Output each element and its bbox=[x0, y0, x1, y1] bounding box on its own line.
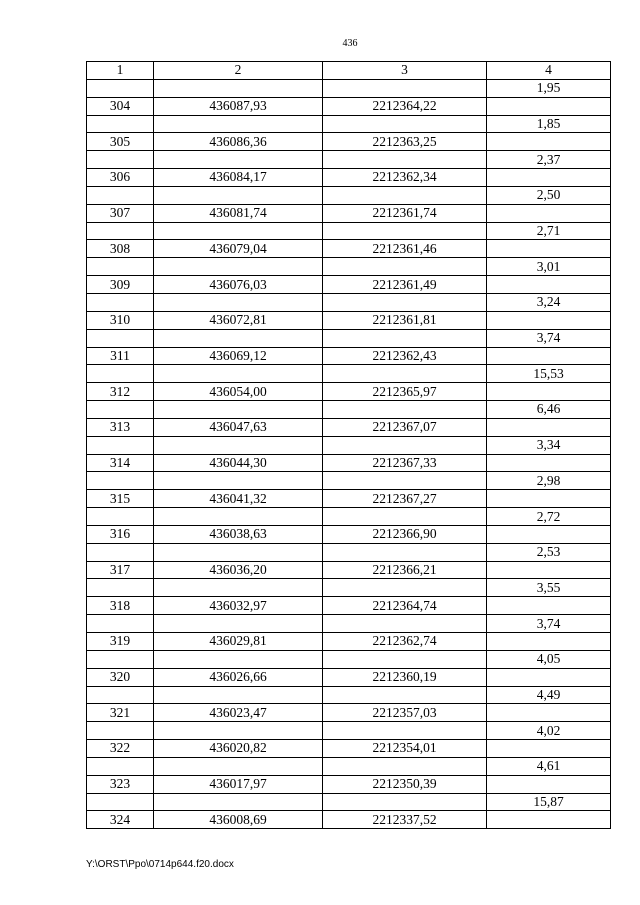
point-cell: 324 bbox=[87, 811, 154, 829]
point-cell: 319 bbox=[87, 633, 154, 651]
point-cell: 306 bbox=[87, 169, 154, 187]
table-row bbox=[87, 222, 611, 240]
point-cell: 313 bbox=[87, 418, 154, 436]
x-cell: 436069,12 bbox=[154, 347, 323, 365]
table-row bbox=[87, 579, 611, 597]
distance-cell bbox=[487, 704, 611, 722]
y-cell: 2212367,27 bbox=[323, 490, 487, 508]
table-row bbox=[87, 615, 611, 633]
distance-cell: 6,46 bbox=[487, 401, 611, 419]
distance-cell: 2,98 bbox=[487, 472, 611, 490]
x-cell bbox=[154, 79, 323, 97]
y-cell: 2212361,46 bbox=[323, 240, 487, 258]
x-cell: 436081,74 bbox=[154, 204, 323, 222]
y-cell bbox=[323, 472, 487, 490]
table-row bbox=[87, 97, 611, 115]
footer-file-path: Y:\ORST\Ppo\0714p644.f20.docx bbox=[86, 859, 234, 870]
y-cell bbox=[323, 579, 487, 597]
table-row bbox=[87, 775, 611, 793]
distance-cell: 3,74 bbox=[487, 615, 611, 633]
point-cell bbox=[87, 472, 154, 490]
y-cell bbox=[323, 722, 487, 740]
distance-cell: 2,50 bbox=[487, 186, 611, 204]
point-cell: 322 bbox=[87, 740, 154, 758]
column-header-2: 2 bbox=[154, 62, 323, 80]
x-cell: 436026,66 bbox=[154, 668, 323, 686]
table-row bbox=[87, 293, 611, 311]
y-cell: 2212361,74 bbox=[323, 204, 487, 222]
distance-cell: 3,55 bbox=[487, 579, 611, 597]
y-cell bbox=[323, 79, 487, 97]
point-cell: 316 bbox=[87, 525, 154, 543]
distance-cell: 2,71 bbox=[487, 222, 611, 240]
point-cell: 320 bbox=[87, 668, 154, 686]
table-row bbox=[87, 258, 611, 276]
x-cell bbox=[154, 793, 323, 811]
point-cell bbox=[87, 436, 154, 454]
table-row bbox=[87, 169, 611, 187]
y-cell bbox=[323, 757, 487, 775]
coordinates-table bbox=[86, 61, 611, 829]
table-row bbox=[87, 704, 611, 722]
table-row bbox=[87, 204, 611, 222]
x-cell: 436086,36 bbox=[154, 133, 323, 151]
distance-cell: 3,01 bbox=[487, 258, 611, 276]
table-row bbox=[87, 472, 611, 490]
x-cell: 436087,93 bbox=[154, 97, 323, 115]
distance-cell bbox=[487, 740, 611, 758]
x-cell: 436079,04 bbox=[154, 240, 323, 258]
x-cell: 436054,00 bbox=[154, 383, 323, 401]
point-cell bbox=[87, 401, 154, 419]
x-cell bbox=[154, 686, 323, 704]
distance-cell: 3,74 bbox=[487, 329, 611, 347]
point-cell bbox=[87, 222, 154, 240]
table-row bbox=[87, 79, 611, 97]
distance-cell bbox=[487, 633, 611, 651]
distance-cell: 3,24 bbox=[487, 293, 611, 311]
y-cell bbox=[323, 365, 487, 383]
table-row bbox=[87, 436, 611, 454]
x-cell bbox=[154, 472, 323, 490]
x-cell bbox=[154, 258, 323, 276]
point-cell bbox=[87, 508, 154, 526]
point-cell: 307 bbox=[87, 204, 154, 222]
y-cell: 2212362,74 bbox=[323, 633, 487, 651]
distance-cell bbox=[487, 597, 611, 615]
point-cell bbox=[87, 793, 154, 811]
distance-cell: 1,85 bbox=[487, 115, 611, 133]
table-row bbox=[87, 365, 611, 383]
point-cell bbox=[87, 579, 154, 597]
y-cell bbox=[323, 222, 487, 240]
x-cell bbox=[154, 650, 323, 668]
table-row bbox=[87, 508, 611, 526]
distance-cell bbox=[487, 418, 611, 436]
y-cell: 2212364,74 bbox=[323, 597, 487, 615]
distance-cell: 4,49 bbox=[487, 686, 611, 704]
point-cell: 309 bbox=[87, 276, 154, 294]
table-row bbox=[87, 454, 611, 472]
point-cell bbox=[87, 293, 154, 311]
distance-cell bbox=[487, 133, 611, 151]
table-row bbox=[87, 240, 611, 258]
point-cell: 314 bbox=[87, 454, 154, 472]
y-cell bbox=[323, 293, 487, 311]
y-cell bbox=[323, 793, 487, 811]
y-cell: 2212364,22 bbox=[323, 97, 487, 115]
y-cell: 2212363,25 bbox=[323, 133, 487, 151]
table-row bbox=[87, 383, 611, 401]
y-cell: 2212337,52 bbox=[323, 811, 487, 829]
point-cell bbox=[87, 757, 154, 775]
y-cell bbox=[323, 543, 487, 561]
x-cell bbox=[154, 329, 323, 347]
point-cell: 317 bbox=[87, 561, 154, 579]
y-cell bbox=[323, 329, 487, 347]
distance-cell bbox=[487, 240, 611, 258]
column-header-3: 3 bbox=[323, 62, 487, 80]
point-cell: 318 bbox=[87, 597, 154, 615]
distance-cell bbox=[487, 561, 611, 579]
table-row bbox=[87, 811, 611, 829]
table-row bbox=[87, 133, 611, 151]
y-cell: 2212362,43 bbox=[323, 347, 487, 365]
x-cell bbox=[154, 222, 323, 240]
y-cell: 2212360,19 bbox=[323, 668, 487, 686]
x-cell bbox=[154, 401, 323, 419]
point-cell bbox=[87, 115, 154, 133]
y-cell: 2212366,90 bbox=[323, 525, 487, 543]
x-cell: 436008,69 bbox=[154, 811, 323, 829]
x-cell bbox=[154, 293, 323, 311]
x-cell: 436084,17 bbox=[154, 169, 323, 187]
y-cell: 2212362,34 bbox=[323, 169, 487, 187]
table-row bbox=[87, 525, 611, 543]
table-row bbox=[87, 115, 611, 133]
table-row bbox=[87, 686, 611, 704]
y-cell: 2212357,03 bbox=[323, 704, 487, 722]
y-cell bbox=[323, 615, 487, 633]
x-cell bbox=[154, 436, 323, 454]
y-cell: 2212367,33 bbox=[323, 454, 487, 472]
table-row bbox=[87, 311, 611, 329]
y-cell: 2212366,21 bbox=[323, 561, 487, 579]
point-cell: 305 bbox=[87, 133, 154, 151]
distance-cell: 2,53 bbox=[487, 543, 611, 561]
table-row bbox=[87, 561, 611, 579]
table-row bbox=[87, 347, 611, 365]
y-cell bbox=[323, 186, 487, 204]
x-cell: 436038,63 bbox=[154, 525, 323, 543]
y-cell: 2212361,81 bbox=[323, 311, 487, 329]
table-row bbox=[87, 329, 611, 347]
x-cell: 436020,82 bbox=[154, 740, 323, 758]
x-cell bbox=[154, 508, 323, 526]
point-cell: 323 bbox=[87, 775, 154, 793]
table-row bbox=[87, 793, 611, 811]
distance-cell bbox=[487, 276, 611, 294]
column-header-1: 1 bbox=[87, 62, 154, 80]
y-cell bbox=[323, 650, 487, 668]
y-cell bbox=[323, 436, 487, 454]
distance-cell bbox=[487, 454, 611, 472]
x-cell: 436029,81 bbox=[154, 633, 323, 651]
distance-cell bbox=[487, 811, 611, 829]
x-cell bbox=[154, 151, 323, 169]
y-cell: 2212354,01 bbox=[323, 740, 487, 758]
table-row bbox=[87, 650, 611, 668]
point-cell bbox=[87, 543, 154, 561]
table-row bbox=[87, 401, 611, 419]
point-cell bbox=[87, 151, 154, 169]
x-cell: 436044,30 bbox=[154, 454, 323, 472]
table-row bbox=[87, 418, 611, 436]
distance-cell bbox=[487, 169, 611, 187]
distance-cell bbox=[487, 347, 611, 365]
table-header-row bbox=[87, 62, 611, 80]
table-body bbox=[87, 79, 611, 828]
table-row bbox=[87, 668, 611, 686]
x-cell bbox=[154, 115, 323, 133]
point-cell bbox=[87, 365, 154, 383]
point-cell bbox=[87, 722, 154, 740]
distance-cell: 15,87 bbox=[487, 793, 611, 811]
distance-cell: 4,05 bbox=[487, 650, 611, 668]
distance-cell: 3,34 bbox=[487, 436, 611, 454]
point-cell bbox=[87, 258, 154, 276]
table-row bbox=[87, 276, 611, 294]
x-cell bbox=[154, 722, 323, 740]
distance-cell bbox=[487, 97, 611, 115]
table-row bbox=[87, 543, 611, 561]
y-cell: 2212361,49 bbox=[323, 276, 487, 294]
page-number: 436 bbox=[342, 38, 358, 49]
distance-cell: 1,95 bbox=[487, 79, 611, 97]
distance-cell bbox=[487, 311, 611, 329]
point-cell bbox=[87, 615, 154, 633]
distance-cell: 4,61 bbox=[487, 757, 611, 775]
y-cell: 2212365,97 bbox=[323, 383, 487, 401]
table-row bbox=[87, 757, 611, 775]
x-cell: 436032,97 bbox=[154, 597, 323, 615]
distance-cell: 2,37 bbox=[487, 151, 611, 169]
column-header-4: 4 bbox=[487, 62, 611, 80]
table-row bbox=[87, 597, 611, 615]
point-cell bbox=[87, 686, 154, 704]
point-cell: 315 bbox=[87, 490, 154, 508]
point-cell: 310 bbox=[87, 311, 154, 329]
y-cell: 2212367,07 bbox=[323, 418, 487, 436]
distance-cell bbox=[487, 490, 611, 508]
table-row bbox=[87, 490, 611, 508]
point-cell: 321 bbox=[87, 704, 154, 722]
point-cell bbox=[87, 650, 154, 668]
table-row bbox=[87, 722, 611, 740]
distance-cell bbox=[487, 775, 611, 793]
point-cell bbox=[87, 79, 154, 97]
x-cell bbox=[154, 365, 323, 383]
distance-cell: 15,53 bbox=[487, 365, 611, 383]
distance-cell bbox=[487, 204, 611, 222]
x-cell bbox=[154, 543, 323, 561]
point-cell bbox=[87, 186, 154, 204]
x-cell bbox=[154, 615, 323, 633]
point-cell bbox=[87, 329, 154, 347]
table-row bbox=[87, 740, 611, 758]
x-cell: 436076,03 bbox=[154, 276, 323, 294]
x-cell bbox=[154, 186, 323, 204]
y-cell bbox=[323, 401, 487, 419]
point-cell: 311 bbox=[87, 347, 154, 365]
distance-cell: 2,72 bbox=[487, 508, 611, 526]
point-cell: 308 bbox=[87, 240, 154, 258]
distance-cell: 4,02 bbox=[487, 722, 611, 740]
y-cell bbox=[323, 508, 487, 526]
y-cell bbox=[323, 686, 487, 704]
y-cell bbox=[323, 258, 487, 276]
point-cell: 304 bbox=[87, 97, 154, 115]
distance-cell bbox=[487, 668, 611, 686]
x-cell: 436023,47 bbox=[154, 704, 323, 722]
y-cell: 2212350,39 bbox=[323, 775, 487, 793]
distance-cell bbox=[487, 383, 611, 401]
table-row bbox=[87, 151, 611, 169]
x-cell: 436047,63 bbox=[154, 418, 323, 436]
x-cell: 436072,81 bbox=[154, 311, 323, 329]
y-cell bbox=[323, 151, 487, 169]
y-cell bbox=[323, 115, 487, 133]
table-row bbox=[87, 186, 611, 204]
point-cell: 312 bbox=[87, 383, 154, 401]
x-cell bbox=[154, 757, 323, 775]
distance-cell bbox=[487, 525, 611, 543]
x-cell: 436017,97 bbox=[154, 775, 323, 793]
x-cell: 436036,20 bbox=[154, 561, 323, 579]
x-cell: 436041,32 bbox=[154, 490, 323, 508]
x-cell bbox=[154, 579, 323, 597]
table-row bbox=[87, 633, 611, 651]
